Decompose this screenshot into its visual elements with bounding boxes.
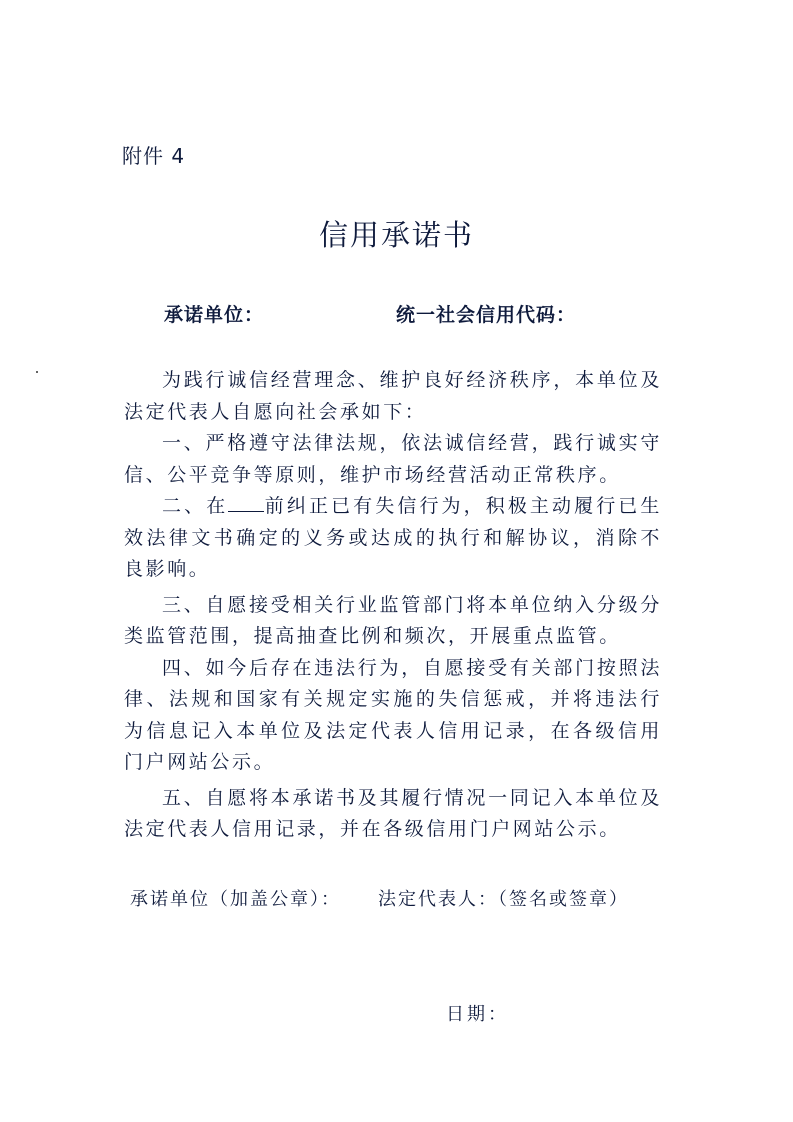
clause-2: [124, 491, 662, 586]
unit-label: 承诺单位：: [164, 304, 265, 326]
annex-label: 附件 4: [122, 144, 186, 168]
deadline-blank: [228, 493, 264, 512]
credit-code-label: 统一社会信用代码：: [396, 304, 577, 326]
legal-representative-label: 法定代表人：（签名或签章）: [378, 889, 629, 910]
clause-2-suffix: 前纠正已有失信行为，积极主动履行已生效法律文书确定的义务或达成的执行和解协议，消除不良影响。: [124, 495, 662, 580]
scan-mark: [36, 371, 38, 373]
date-label: 日期：: [446, 1004, 509, 1025]
clause-2-prefix: 二、在: [162, 495, 229, 517]
intro-paragraph: 为践行诚信经营理念、维护良好经济秩序，本单位及法定代表人自愿向社会承如下：: [124, 369, 662, 423]
clause-5: 五、自愿将本承诺书及其履行情况一同记入本单位及法定代表人信用记录，并在各级信用门户网站公示。: [124, 786, 662, 840]
clause-1: 一、严格遵守法律法规，依法诚信经营，践行诚实守信、公平竞争等原则，维护市场经营活动正常秩序。: [124, 432, 662, 486]
clause-3: 三、自愿接受相关行业监管部门将本单位纳入分级分类监管范围，提高抽查比例和频次，开展重点监管。: [124, 593, 662, 647]
commitment-body: [124, 365, 662, 846]
document-title: 信用承诺书: [318, 218, 474, 252]
clause-4: 四、如今后存在违法行为，自愿接受有关部门按照法律、法规和国家有关规定实施的失信惩戒，并将违法行为信息记入本单位及法定代表人信用记录，在各级信用门户网站公示。: [124, 656, 662, 773]
unit-seal-label: 承诺单位（加盖公章）：: [130, 889, 341, 910]
